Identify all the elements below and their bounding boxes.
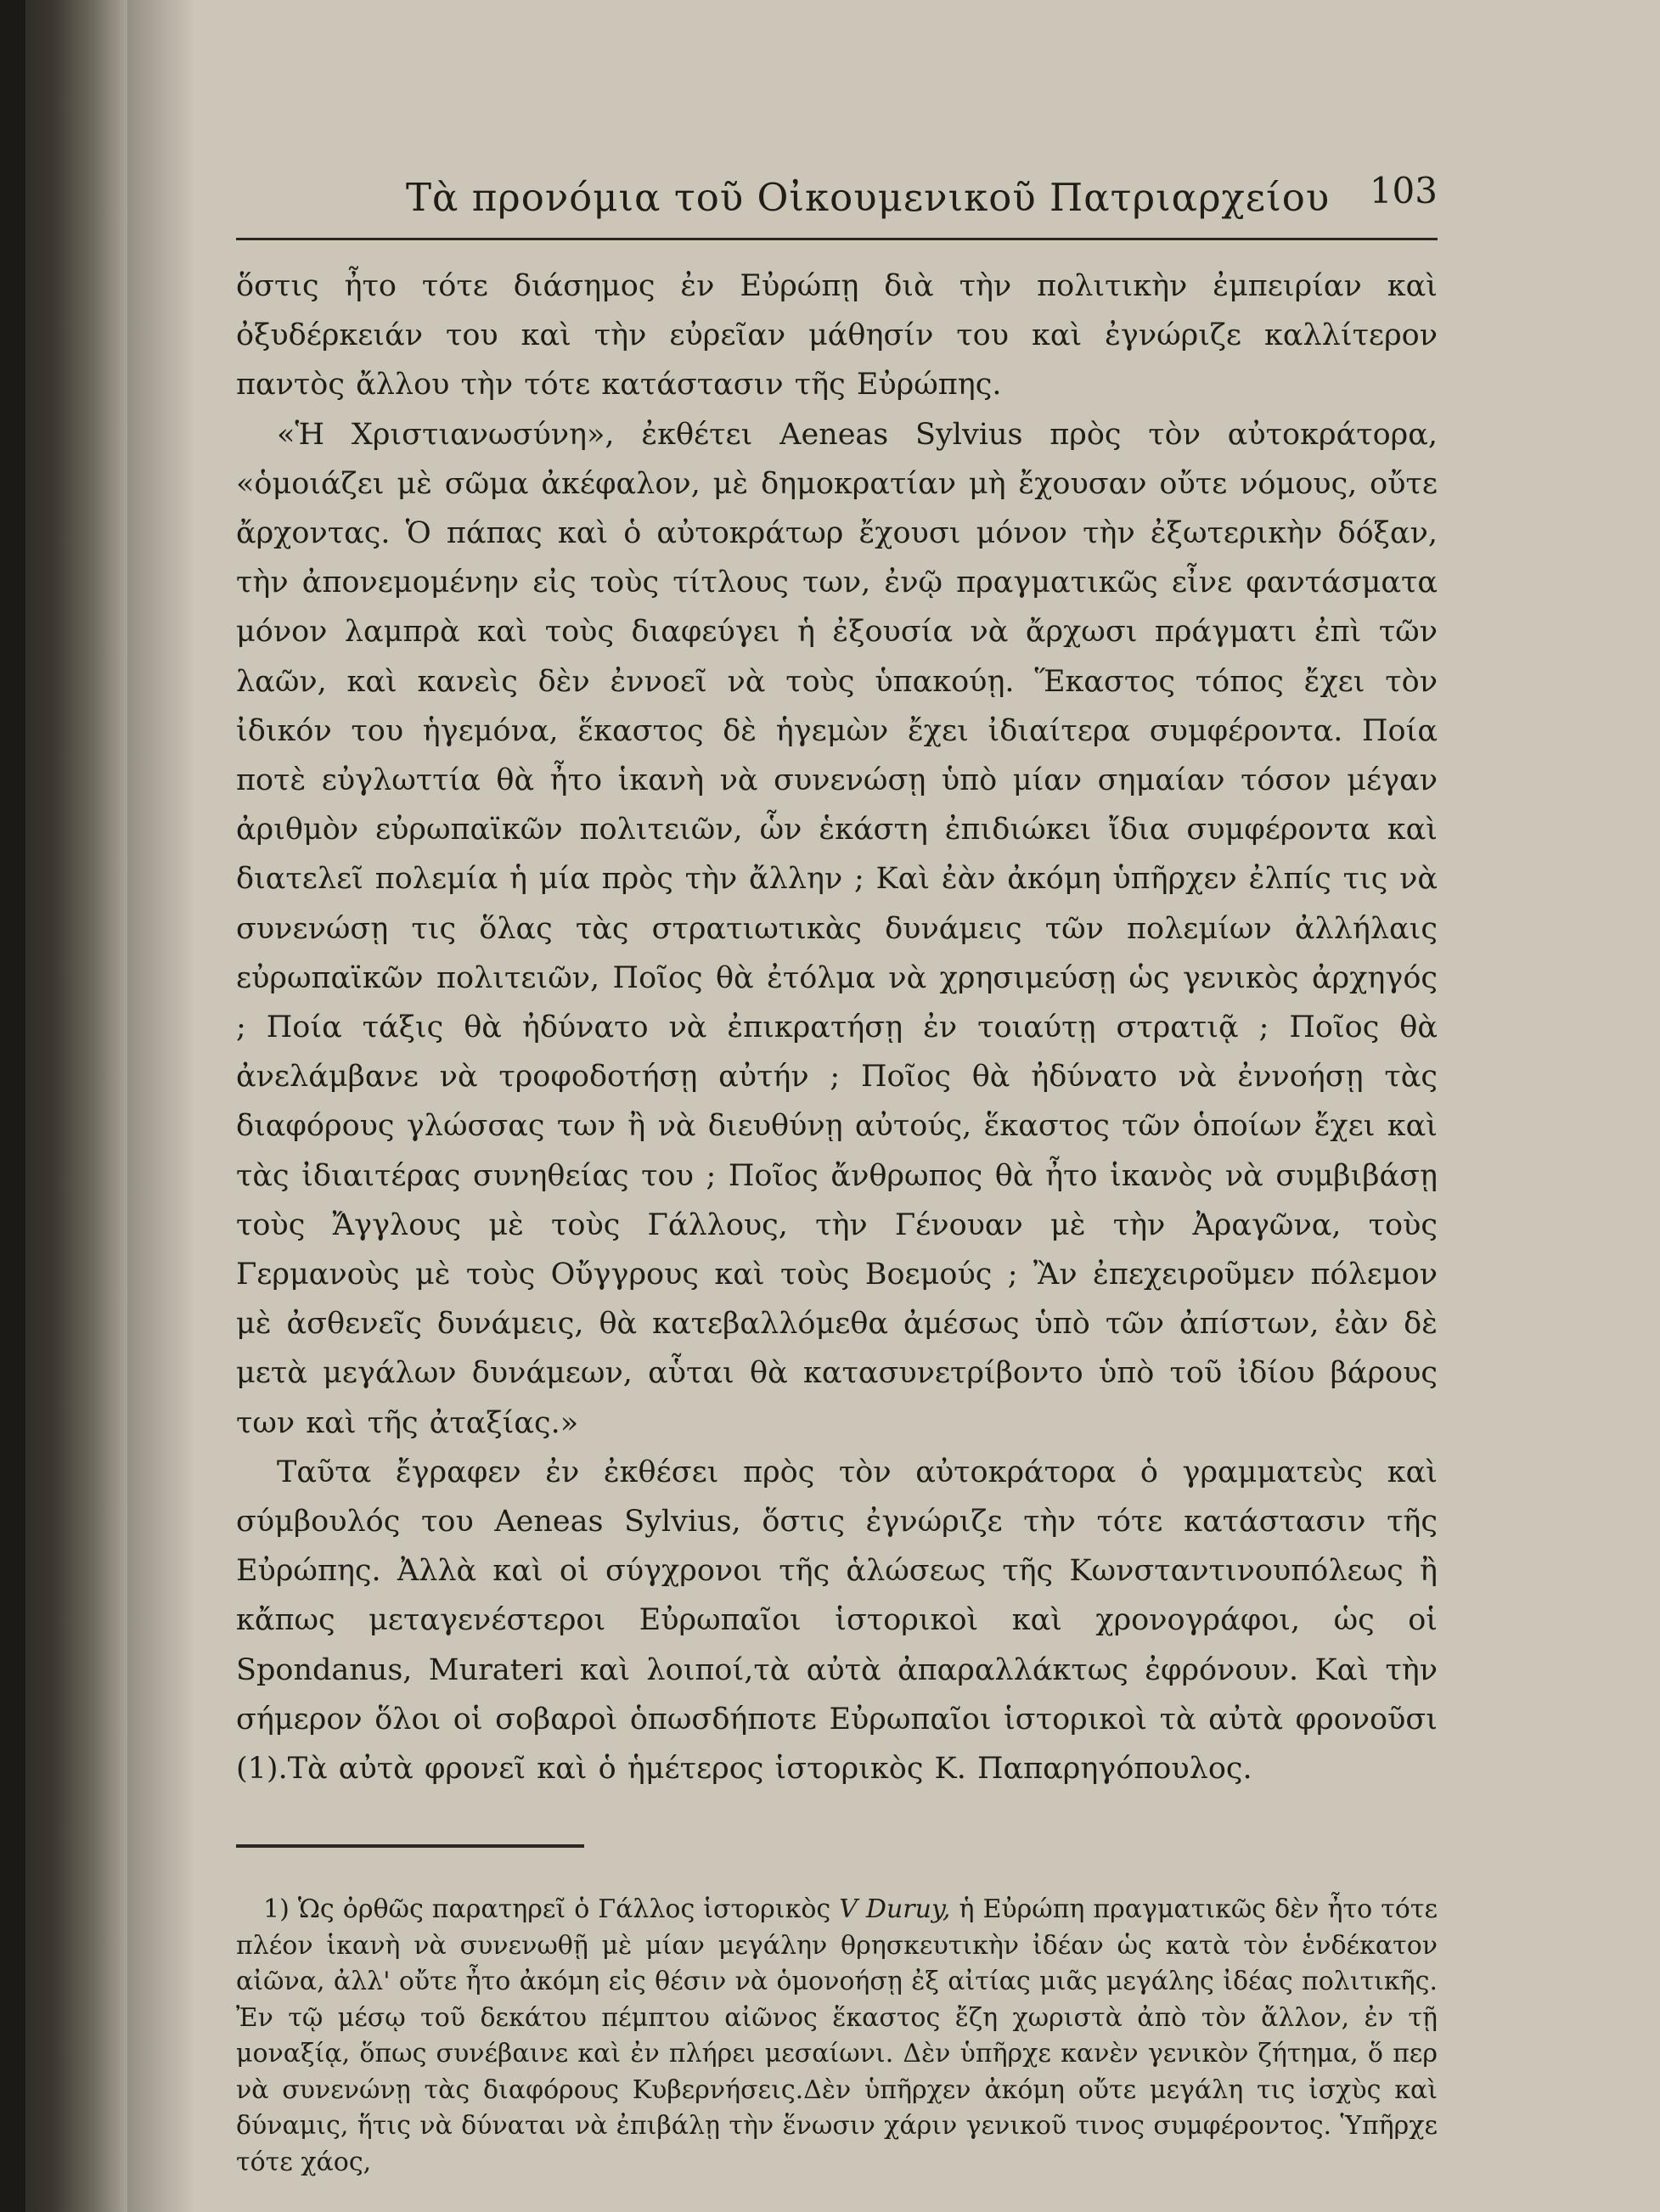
gutter-edge bbox=[0, 0, 25, 2212]
paragraph-quotation: «Ἡ Χριστιανωσύνη», ἐκθέτει Aeneas Sylvius πρὸς τὸν αὐτοκράτορα, «ὁμοιάζει μὲ σῶμα ἀκέφαλον, μὲ δημοκρατίαν μὴ ἔχουσαν οὔτε νόμους, οὔτε ἄρχοντας. Ὁ πάπας καὶ ὁ αὐτοκράτωρ ἔχουσι μόνον τὴν ἐξωτερικὴν δόξαν, τὴν ἀπονεμομένην εἰς τοὺς τίτλους των, ἐνῷ πραγματικῶς εἶνε φαντάσματα μόνον λαμπρὰ καὶ τοὺς διαφεύγει ἡ ἐξουσία νὰ ἄρχωσι πράγματι ἐπὶ τῶν λαῶν, καὶ κανεὶς δὲν ἐννοεῖ νὰ τοὺς ὑπακούῃ. Ἕκαστος τόπος ἔχει τὸν ἰδικόν του ἡγεμόνα, ἕκαστος δὲ ἡγεμὼν ἔχει ἰδιαίτερα συμφέροντα. Ποία ποτὲ εὐγλωττία θὰ ἦτο ἱκανὴ νὰ συνενώσῃ ὑπὸ μίαν σημαίαν τόσον μέγαν ἀριθμὸν εὐρωπαϊκῶν πολιτειῶν, ὧν ἑκάστη ἐπιδιώκει ἴδια συμφέροντα καὶ διατελεῖ πολεμία ἡ μία πρὸς τὴν ἄλλην ; Καὶ ἐὰν ἀκόμη ὑπῆρχεν ἐλπίς τις νὰ συνενώσῃ τις ὅλας τὰς στρατιωτικὰς δυνάμεις τῶν πολεμίων ἀλλήλαις εὐρωπαϊκῶν πολιτειῶν, Ποῖος θὰ ἐτόλμα νὰ χρησιμεύσῃ ὡς γενικὸς ἀρχηγός ; Ποία τάξις θὰ ἠδύνατο νὰ ἐπικρατήσῃ ἐν τοιαύτῃ στρατιᾷ ; Ποῖος θὰ ἀνελάμβανε νὰ τροφοδοτήσῃ αὐτήν ; Ποῖος θὰ ἠδύνατο νὰ ἐννοήσῃ τὰς διαφόρους γλώσσας των ἢ νὰ διευθύνῃ αὐτούς, ἕκαστος τῶν ὁποίων ἔχει καὶ τὰς ἰδιαιτέρας συνηθείας του ; Ποῖος ἄνθρωπος θὰ ἦτο ἱκανὸς νὰ συμβιβάσῃ τοὺς Ἄγγλους μὲ τοὺς Γάλλους, τὴν Γένουαν μὲ τὴν Ἀραγῶνα, τοὺς Γερμανοὺς μὲ τοὺς Οὔγγρους καὶ τοὺς Βοεμούς ; Ἂν ἐπεχειροῦμεν πόλεμον μὲ ἀσθενεῖς δυνάμεις, θὰ κατεβαλλόμεθα ἀμέσως ὑπὸ τῶν ἀπίστων, ἐὰν δὲ μετὰ μεγάλων δυνάμεων, αὗται θὰ κατασυνετρίβοντο ὑπὸ τοῦ ἰδίου βάρους των καὶ τῆς ἀταξίας.» bbox=[236, 417, 1438, 1440]
page-content bbox=[236, 168, 1438, 2206]
body-text bbox=[236, 262, 1438, 1793]
footnote-author: V Duruy, bbox=[839, 1894, 951, 1925]
footnote-rule bbox=[236, 1844, 584, 1848]
page-number: 103 bbox=[1369, 170, 1438, 211]
paragraph-commentary: Ταῦτα ἔγραφεν ἐν ἐκθέσει πρὸς τὸν αὐτοκράτορα ὁ γραμματεὺς καὶ σύμβουλός του Aeneas Sylvius, ὅστις ἐγνώριζε τὴν τότε κατάστασιν τῆς Εὐρώπης. Ἀλλὰ καὶ οἱ σύγχρονοι τῆς ἁλώσεως τῆς Κωνσταντινουπόλεως ἢ κἄπως μεταγενέστεροι Εὐρωπαῖοι ἱστορικοὶ καὶ χρονογράφοι, ὡς οἱ Spondanus, Murateri καὶ λοιποί,τὰ αὐτὰ ἀπαραλλάκτως ἐφρόνουν. Καὶ τὴν σήμερον ὅλοι οἱ σοβαροὶ ὁπωσδήποτε Εὐρωπαῖοι ἱστορικοὶ τὰ αὐτὰ φρονοῦσι (1).Τὰ αὐτὰ φρονεῖ καὶ ὁ ἡμέτερος ἱστορικὸς Κ. Παπαρηγόπουλος. bbox=[236, 1455, 1438, 1787]
page-curl-shadow bbox=[127, 0, 195, 2212]
footnote-text-before: Ὡς ὀρθῶς παρατηρεῖ ὁ Γάλλος ἱστορικὸς bbox=[297, 1894, 831, 1925]
page-header bbox=[236, 168, 1438, 245]
footnote bbox=[236, 1892, 1438, 2181]
header-rule bbox=[236, 238, 1438, 240]
paragraph-continuation: ὅστις ἦτο τότε διάσημος ἐν Εὐρώπῃ διὰ τὴν πολιτικὴν ἐμπειρίαν καὶ ὀξυδέρκειάν του καὶ τὴν εὐρεῖαν μάθησίν του καὶ ἐγνώριζε καλλίτερον παντὸς ἄλλου τὴν τότε κατάστασιν τῆς Εὐρώπης. bbox=[236, 269, 1438, 402]
footnote-mark: 1) bbox=[263, 1894, 290, 1925]
footnote-text-after: ἡ Εὐρώπη πραγματικῶς δὲν ἦτο τότε πλέον ἱκανὴ νὰ συνενωθῇ μὲ μίαν μεγάλην θρησκευτικὴν ἰδέαν ὡς κατὰ τὸν ἑνδέκατον αἰῶνα, ἀλλ' οὔτε ἦτο ἀκόμη εἰς θέσιν νὰ ὁμονοήσῃ ἐξ αἰτίας μιᾶς μεγάλης ἰδέας πολιτικῆς. Ἐν τῷ μέσῳ τοῦ δεκάτου πέμπτου αἰῶνος ἕκαστος ἔζη χωριστὰ ἀπὸ τὸν ἄλλον, ἐν τῇ μοναξίᾳ, ὅπως συνέβαινε καὶ ἐν πλήρει μεσαίωνι. Δὲν ὑπῆρχε κανὲν γενικὸν ζήτημα, ὅ περ νὰ συνενώνῃ τὰς διαφόρους Κυβερνήσεις.Δὲν ὑπῆρχεν ἀκόμη οὔτε μεγάλη τις ἰσχὺς καὶ δύναμις, ἥτις νὰ δύναται νὰ ἐπιβάλῃ τὴν ἕνωσιν χάριν γενικοῦ τινος συμφέροντος. Ὑπῆρχε τότε χάος, bbox=[236, 1894, 1438, 2177]
running-title: Τὰ προνόμια τοῦ Οἰκουμενικοῦ Πατριαρχείου bbox=[406, 175, 1331, 220]
